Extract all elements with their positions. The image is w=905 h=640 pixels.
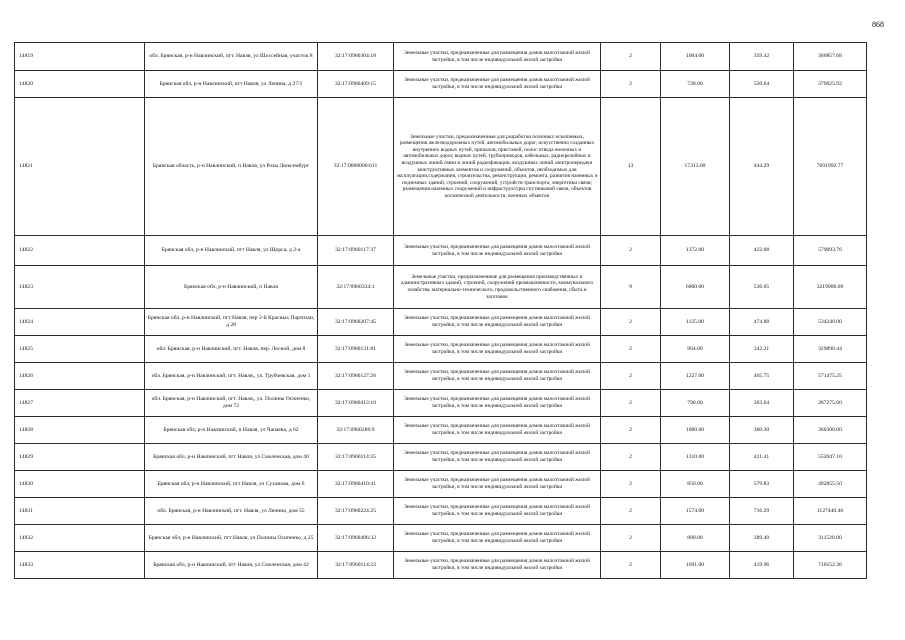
table-row <box>15 525 867 552</box>
area-cell: 6000.00 <box>661 266 730 309</box>
area-cell: 1004.00 <box>661 43 730 71</box>
area-cell: 964.00 <box>661 336 730 363</box>
cadastral-number-cell: 32:17:0960207:45 <box>318 309 394 336</box>
specific-value-cell: 444.29 <box>730 98 794 236</box>
area-cell: 1310.00 <box>661 444 730 471</box>
use-group-cell: 2 <box>601 309 661 336</box>
cadastral-value-cell: 571475.25 <box>794 363 867 390</box>
registry-body <box>15 43 867 579</box>
use-group-cell: 2 <box>601 417 661 444</box>
address-cell: Брянская обл, р-н Навлинский, пгт Навля, пер 2-й Красных Партизан, д 28 <box>145 309 318 336</box>
cadastral-value-cell: 552047.10 <box>794 444 867 471</box>
land-use-purpose-cell: Земельные участки, предназначенные для размещения домов малоэтажной жилой застройки, в том числе индивидуальной жилой застройки <box>394 525 601 552</box>
area-cell: 728.00 <box>661 71 730 98</box>
land-plot-registry-table <box>14 42 867 579</box>
specific-value-cell: 422.08 <box>730 236 794 266</box>
cadastral-value-cell: 329890.44 <box>794 336 867 363</box>
record-number-cell: 14827 <box>15 390 145 417</box>
cadastral-number-cell: 32:17:0960224:25 <box>318 498 394 525</box>
land-use-purpose-cell: Земельные участки, предназначенные для размещения домов малоэтажной жилой застройки, в том числе индивидуальной жилой застройки <box>394 236 601 266</box>
area-cell: 790.00 <box>661 390 730 417</box>
cadastral-value-cell: 579093.76 <box>794 236 867 266</box>
cadastral-number-cell: 32:17:0960114:33 <box>318 552 394 579</box>
specific-value-cell: 342.21 <box>730 336 794 363</box>
land-use-purpose-cell: Земельные участки, предназначенные для размещения производственных и административных зданий, строений, сооружений промышленности, коммунального хозяйства, материально-технического, продовольственного снабжения, сбыта и заготовок <box>394 266 601 309</box>
table-row <box>15 266 867 309</box>
record-number-cell: 14825 <box>15 336 145 363</box>
cadastral-value-cell: 1127440.46 <box>794 498 867 525</box>
specific-value-cell: 389.40 <box>730 525 794 552</box>
record-number-cell: 14824 <box>15 309 145 336</box>
land-use-purpose-cell: Земельные участки, предназначенные для размещения домов малоэтажной жилой застройки, в том числе индивидуальной жилой застройки <box>394 498 601 525</box>
record-number-cell: 14832 <box>15 525 145 552</box>
specific-value-cell: 419.96 <box>730 552 794 579</box>
record-number-cell: 14830 <box>15 471 145 498</box>
address-cell: Брянская обл, р-н Навлинский, п Навля, ул Чапаева, д 62 <box>145 417 318 444</box>
address-cell: Брянская обл, р-н Навлинский, пгт Навля, ул Суханова, дом 6 <box>145 471 318 498</box>
cadastral-value-cell: 3219900.00 <box>794 266 867 309</box>
table-row <box>15 43 867 71</box>
land-use-purpose-cell: Земельные участки, предназначенные для размещения домов малоэтажной жилой застройки, в том числе индивидуальной жилой застройки <box>394 390 601 417</box>
cadastral-number-cell: 32:17:0960409:15 <box>318 71 394 98</box>
table-row <box>15 390 867 417</box>
use-group-cell: 2 <box>601 363 661 390</box>
record-number-cell: 14821 <box>15 98 145 236</box>
page-number: 868 <box>872 20 884 29</box>
specific-value-cell: 359.42 <box>730 43 794 71</box>
specific-value-cell: 520.64 <box>730 71 794 98</box>
cadastral-value-cell: 7691992.77 <box>794 98 867 236</box>
area-cell: 1125.00 <box>661 309 730 336</box>
address-cell: Брянская область, р-н Навлинский, п Навля, ул Розы Люксембург <box>145 98 318 236</box>
table-row <box>15 71 867 98</box>
cadastral-number-cell: 32:17:0960410:41 <box>318 471 394 498</box>
cadastral-value-cell: 360857.68 <box>794 43 867 71</box>
use-group-cell: 2 <box>601 444 661 471</box>
area-cell: 850.00 <box>661 471 730 498</box>
cadastral-value-cell: 492855.50 <box>794 471 867 498</box>
cadastral-number-cell: 32:17:0960406:32 <box>318 525 394 552</box>
address-cell: Брянская обл, р-н Навлинский, пгт Навля, ул Смоленская, дом 42 <box>145 552 318 579</box>
land-use-purpose-cell: Земельные участки, предназначенные для размещения домов малоэтажной жилой застройки, в том числе индивидуальной жилой застройки <box>394 71 601 98</box>
address-cell: обл. Брянская, р-н Навлинский, пгт. Навля,, ул. Трубчевская, дом 1 <box>145 363 318 390</box>
record-number-cell: 14819 <box>15 43 145 71</box>
area-cell: 1000.00 <box>661 417 730 444</box>
area-cell: 1372.00 <box>661 236 730 266</box>
cadastral-number-cell: 32:17:0960114:35 <box>318 444 394 471</box>
cadastral-value-cell: 360300.00 <box>794 417 867 444</box>
use-group-cell: 2 <box>601 471 661 498</box>
cadastral-value-cell: 710152.36 <box>794 552 867 579</box>
table-row <box>15 498 867 525</box>
use-group-cell: 2 <box>601 43 661 71</box>
use-group-cell: 2 <box>601 525 661 552</box>
cadastral-number-cell: 32:17:0960286:9 <box>318 417 394 444</box>
area-cell: 1691.00 <box>661 552 730 579</box>
use-group-cell: 9 <box>601 266 661 309</box>
specific-value-cell: 360.30 <box>730 417 794 444</box>
table-row <box>15 444 867 471</box>
address-cell: Брянская обл, р-н Навлинский, пгт Навля, ул Полины Осипенко, д 25 <box>145 525 318 552</box>
cadastral-value-cell: 534240.00 <box>794 309 867 336</box>
address-cell: обл. Брянская, р-н Навлинский, пгт. Навля,, ул. Полины Осипенко, дом 72 <box>145 390 318 417</box>
specific-value-cell: 465.75 <box>730 363 794 390</box>
land-use-purpose-cell: Земельные участки, предназначенные для размещения домов малоэтажной жилой застройки, в том числе индивидуальной жилой застройки <box>394 444 601 471</box>
area-cell: 17313.00 <box>661 98 730 236</box>
table-row <box>15 309 867 336</box>
record-number-cell: 14826 <box>15 363 145 390</box>
use-group-cell: 2 <box>601 71 661 98</box>
table-row <box>15 236 867 266</box>
table-row <box>15 363 867 390</box>
table-row <box>15 552 867 579</box>
cadastral-number-cell: 32:17:0960131:81 <box>318 336 394 363</box>
area-cell: 1574.00 <box>661 498 730 525</box>
use-group-cell: 2 <box>601 390 661 417</box>
use-group-cell: 2 <box>601 236 661 266</box>
specific-value-cell: 363.64 <box>730 390 794 417</box>
area-cell: 800.00 <box>661 525 730 552</box>
land-use-purpose-cell: Земельные участки, предназначенные для разработки полезных ископаемых, размещения железнодорожных путей, автомобильных дорог, искусственно созданных внутренних водных путей, причалов, пристаней, полос отвода железных и автомобильных дорог, водных путей, трубопроводов, кабельных, радиорелейных и воздушных линий связи и линий радиофикации, воздушных линий электропередачи конструктивных элементов и сооружений, объектов, необходимых для эксплуатации,содержания, строительства, реконструкции, ремонта, развития наземных и подземных зданий, строений, сооружений, устройств транспорта, энергетики связи; размещения наземных сооружений и инфраструктуры спутниковой связи, объектов космической деятельности, военных объектов <box>394 98 601 236</box>
specific-value-cell: 536.65 <box>730 266 794 309</box>
land-use-purpose-cell: Земельные участки, предназначенные для размещения домов малоэтажной жилой застройки, в том числе индивидуальной жилой застройки <box>394 309 601 336</box>
land-use-purpose-cell: Земельные участки, предназначенные для размещения домов малоэтажной жилой застройки, в том числе индивидуальной жилой застройки <box>394 417 601 444</box>
cadastral-number-cell: 32:17:0960334:1 <box>318 266 394 309</box>
cadastral-number-cell: 32:17:0960127:26 <box>318 363 394 390</box>
land-use-purpose-cell: Земельные участки, предназначенные для размещения домов малоэтажной жилой застройки, в том числе индивидуальной жилой застройки <box>394 336 601 363</box>
address-cell: обл. Брянская, р-н Навлинский, пгт. Навля, ул Ленина, дом 55 <box>145 498 318 525</box>
record-number-cell: 14829 <box>15 444 145 471</box>
land-use-purpose-cell: Земельные участки, предназначенные для размещения домов малоэтажной жилой застройки, в том числе индивидуальной жилой застройки <box>394 363 601 390</box>
specific-value-cell: 716.29 <box>730 498 794 525</box>
record-number-cell: 14831 <box>15 498 145 525</box>
address-cell: Брянская обл, р-н Навлинский, пгт Навля, ул Смоленская, дом 40 <box>145 444 318 471</box>
cadastral-value-cell: 379025.92 <box>794 71 867 98</box>
address-cell: Брянская обл, р-н Навлинский, п Навля <box>145 266 318 309</box>
cadastral-number-cell: 32:17:0000000:611 <box>318 98 394 236</box>
use-group-cell: 2 <box>601 498 661 525</box>
cadastral-value-cell: 311520.00 <box>794 525 867 552</box>
land-use-purpose-cell: Земельные участки, предназначенные для размещения домов малоэтажной жилой застройки, в том числе индивидуальной жилой застройки <box>394 43 601 71</box>
table-row <box>15 471 867 498</box>
specific-value-cell: 474.88 <box>730 309 794 336</box>
table-row <box>15 336 867 363</box>
table-row <box>15 417 867 444</box>
record-number-cell: 14820 <box>15 71 145 98</box>
land-use-purpose-cell: Земельные участки, предназначенные для размещения домов малоэтажной жилой застройки, в том числе индивидуальной жилой застройки <box>394 471 601 498</box>
cadastral-value-cell: 287275.60 <box>794 390 867 417</box>
record-number-cell: 14828 <box>15 417 145 444</box>
area-cell: 1227.00 <box>661 363 730 390</box>
cadastral-number-cell: 32:17:0960117:37 <box>318 236 394 266</box>
record-number-cell: 14833 <box>15 552 145 579</box>
cadastral-number-cell: 32:17:0960304:18 <box>318 43 394 71</box>
specific-value-cell: 579.83 <box>730 471 794 498</box>
table-row <box>15 98 867 236</box>
record-number-cell: 14822 <box>15 236 145 266</box>
address-cell: обл. Брянская, р-н Навлинский, пгт. Навля, пер. Лесной, дом 8 <box>145 336 318 363</box>
specific-value-cell: 421.41 <box>730 444 794 471</box>
use-group-cell: 2 <box>601 552 661 579</box>
record-number-cell: 14823 <box>15 266 145 309</box>
use-group-cell: 13 <box>601 98 661 236</box>
address-cell: обл. Брянская, р-н Навлинский, пгт. Навля, ул Шоссейная, участок 8 <box>145 43 318 71</box>
land-use-purpose-cell: Земельные участки, предназначенные для размещения домов малоэтажной жилой застройки, в том числе индивидуальной жилой застройки <box>394 552 601 579</box>
cadastral-number-cell: 32:17:0960413:10 <box>318 390 394 417</box>
address-cell: Брянская обл, р-н Навлинский, пгт Навля, ул Ленина, д 27/1 <box>145 71 318 98</box>
address-cell: Брянская обл, р-н Навлинский, пгт Навля, ул Щорса, д 2-а <box>145 236 318 266</box>
use-group-cell: 2 <box>601 336 661 363</box>
